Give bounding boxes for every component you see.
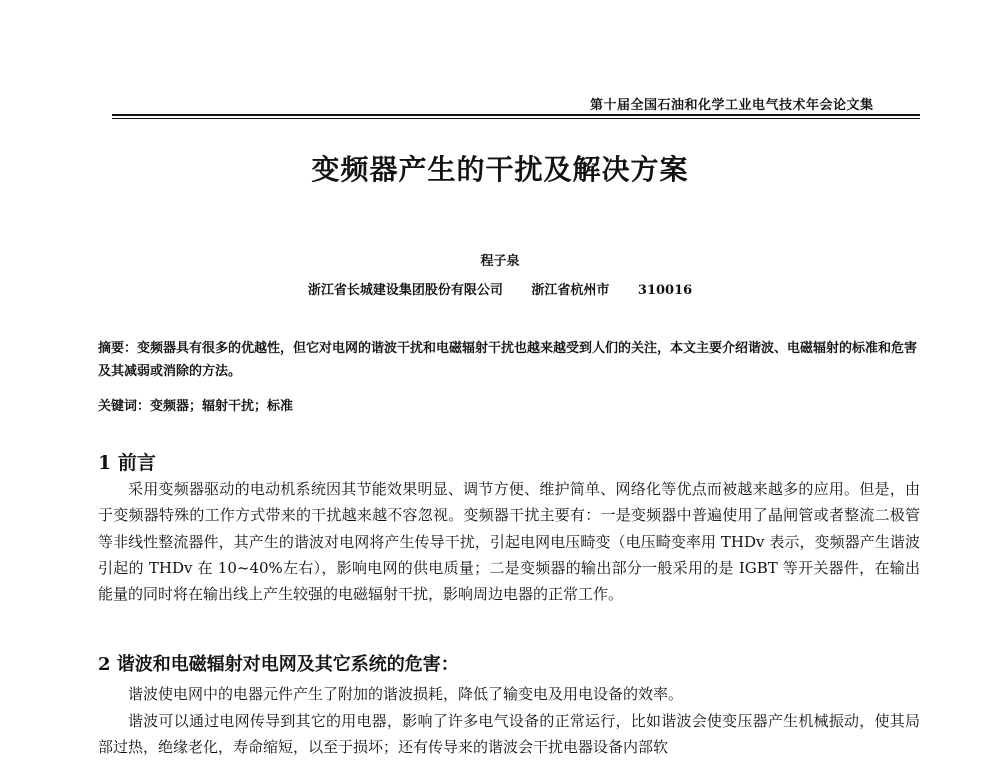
affiliation-org: 浙江省长城建设集团股份有限公司 xyxy=(307,283,503,298)
harm-paragraph-2: 谐波可以通过电网传导到其它的用电器，影响了许多电气设备的正常运行，比如谐波会使变压器产生机械振动，使其局部过热，绝缘老化，寿命缩短，以至于损坏；还有传导来的谐波会干扰电器设备内部软 xyxy=(98,712,920,757)
keywords: 关键词：变频器；辐射干扰；标准 xyxy=(98,399,294,414)
header-rule-thin xyxy=(112,118,920,119)
section-heading-intro: 1 前言 xyxy=(98,452,156,474)
affiliation xyxy=(0,279,1000,298)
author-name: 程子泉 xyxy=(480,254,520,269)
affiliation-city: 浙江省杭州市 xyxy=(531,283,610,298)
section-heading-harm: 2 谐波和电磁辐射对电网及其它系统的危害： xyxy=(98,654,459,675)
intro-paragraph: 采用变频器驱动的电动机系统因其节能效果明显、调节方便、维护简单、网络化等优点而被越来越多的应用。但是，由于变频器特殊的工作方式带来的干扰越来越不容忽视。变频器干扰主要有：一是变频器中普遍使用了晶闸管或者整流二极管等非线性整流器件，其产生的谐波对电网将产生传导干扰，引起电网电压畸变（电压畸变率用 THDv 表示，变频器产生谐波引起的 THDv 在 10~40%左右），影响电网的供电质量；二是变频器的输出部分一般采用的是 IGBT 等开关器件，在输出能量的同时将在输出线上产生较强的电磁辐射干扰，影响周边电器的正常工作。 xyxy=(98,480,920,604)
abstract: 摘要：变频器具有很多的优越性，但它对电网的谐波干扰和电磁辐射干扰也越来越受到人们的关注，本文主要介绍谐波、电磁辐射的标准和危害及其减弱或消除的方法。 xyxy=(98,341,918,379)
paper-title: 变频器产生的干扰及解决方案 xyxy=(311,153,689,186)
running-header: 第十届全国石油和化学工业电气技术年会论文集 xyxy=(590,98,874,113)
header-rule xyxy=(112,114,920,116)
affiliation-zip: 310016 xyxy=(637,283,693,298)
harm-paragraph-1: 谐波使电网中的电器元件产生了附加的谐波损耗，降低了输变电及用电设备的效率。 xyxy=(128,685,684,703)
